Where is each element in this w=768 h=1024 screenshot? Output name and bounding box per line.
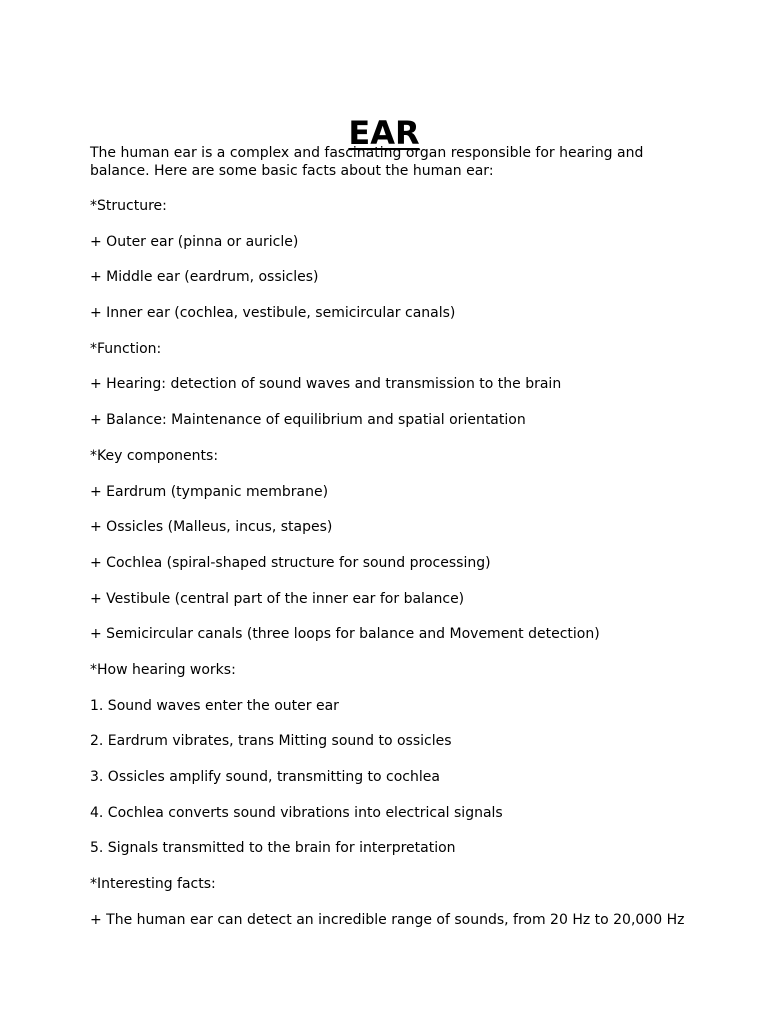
- list-item: + The human ear can detect an incredible range of sounds, from 20 Hz to 20,000 Hz: [90, 911, 685, 928]
- numbered-step: 3. Ossicles amplify sound, transmitting to cochlea: [90, 769, 440, 785]
- list-item: + Semicircular canals (three loops for balance and Movement detection): [90, 626, 600, 643]
- section-heading-how-hearing-works: *How hearing works:: [90, 661, 236, 678]
- numbered-step: 1. Sound waves enter the outer ear: [90, 697, 339, 714]
- list-item: + Vestibule (central part of the inner ear for balance): [90, 590, 465, 607]
- list-item: + Middle ear (eardrum, ossicles): [90, 269, 319, 286]
- section-heading-function: *Function:: [90, 340, 162, 357]
- numbered-step: 4. Cochlea converts sound vibrations into electrical signals: [90, 804, 503, 821]
- list-item: + Outer ear (pinna or auricle): [90, 233, 299, 250]
- list-item: + Ossicles (Malleus, incus, stapes): [90, 519, 333, 536]
- list-item: + Cochlea (spiral-shaped structure for sound processing): [90, 554, 491, 571]
- section-heading-structure: *Structure:: [90, 198, 167, 214]
- list-item: + Balance: Maintenance of equilibrium and spatial orientation: [90, 412, 526, 429]
- content-lines: [90, 197, 730, 946]
- intro-paragraph: The human ear is a complex and fascinating organ responsible for hearing and balance. Here are some basic facts about the human ear:: [90, 145, 644, 179]
- list-item: + Hearing: detection of sound waves and transmission to the brain: [90, 376, 562, 393]
- list-item: + Inner ear (cochlea, vestibule, semicircular canals): [90, 305, 456, 322]
- numbered-step: 5. Signals transmitted to the brain for interpretation: [90, 840, 456, 857]
- numbered-step: 2. Eardrum vibrates, trans Mitting sound to ossicles: [90, 733, 452, 750]
- section-heading-key-components: *Key components:: [90, 447, 219, 464]
- list-item: + Eardrum (tympanic membrane): [90, 483, 329, 500]
- page-title: EAR: [348, 114, 420, 153]
- section-heading-interesting-facts: *Interesting facts:: [90, 876, 216, 893]
